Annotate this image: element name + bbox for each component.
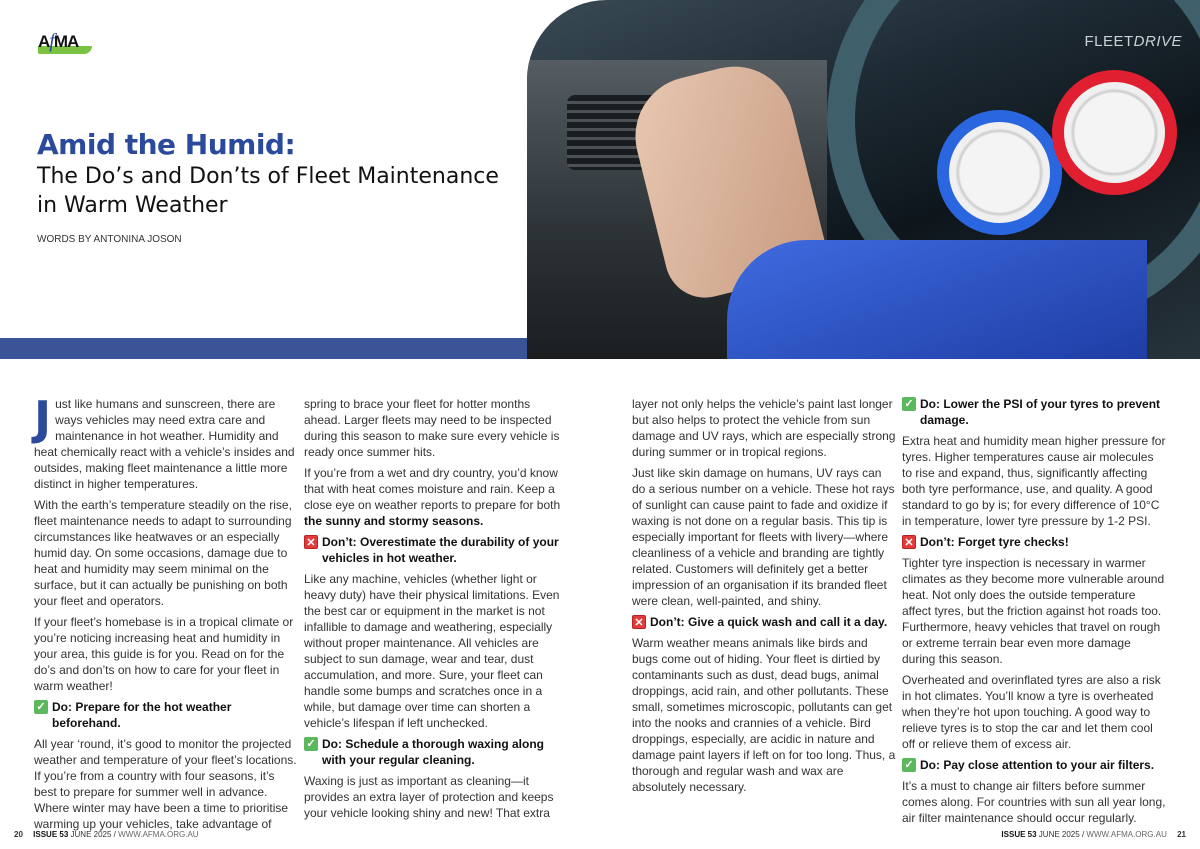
article-title: Amid the Humid: (37, 128, 296, 161)
separator: / (113, 830, 116, 839)
issue-date: JUNE 2025 (70, 830, 112, 839)
separator: / (1081, 830, 1085, 839)
column-1 (34, 391, 298, 837)
paragraph-text: If you’re from a wet and dry country, you’d know that with heat comes moisture and rain. Keep a close eye on weather reports to prepare for both (304, 466, 561, 512)
paragraph (902, 778, 1166, 826)
paragraph-text: Warm weather means animals like birds and bugs come out of hiding. Your fleet is dirtied by contaminants such as dust, dead bugs, animal droppings, acid rain, and other pollutants. These small, sometimes microscopic, pollutants can get into the nooks and crannies of a vehicle. Bird droppings, especially, are acidic in nature and damage paint layers if left on for too long. Thus, a thorough and regular wash and wax are absolutely necessary. (632, 636, 896, 794)
article-header (37, 128, 517, 246)
paragraph-text: All year ‘round, it’s good to monitor the projected weather and temperature of your fleet’s locations. If you’re from a country with four seasons, it’s best to prepare for summer well in advance. Where winter may have been a time to prioritise warming up your vehicles, take advantage of (34, 737, 297, 831)
paragraph-text: If your fleet’s homebase is in a tropical climate or you’re noticing increasing heat and humidity in your area, this guide is for you. Read on for the do’s and don’ts on how to care for your fleet in warm weather! (34, 615, 294, 693)
paragraph (304, 396, 568, 460)
hero-image (527, 0, 1200, 359)
article-body (34, 391, 1166, 831)
paragraph (304, 773, 568, 821)
paragraph-text: Waxing is just as important as cleaning—it provides an extra layer of protection and keeps your vehicle looking shiny and new! That extra (304, 774, 554, 820)
do-heading (304, 736, 568, 768)
column-2 (304, 396, 568, 826)
paragraph (34, 614, 298, 694)
section-label-italic: DRIVE (1133, 33, 1182, 50)
blue-pressure-gauge (937, 110, 1062, 235)
cross-box-icon: ✕ (902, 535, 916, 549)
red-pressure-gauge (1052, 70, 1177, 195)
paragraph-text: It’s a must to change air filters before summer comes along. For countries with sun all year long, air filter maintenance should occur regularly. (902, 779, 1166, 825)
heading-text: Do: Prepare for the hot weather beforehand. (52, 700, 232, 730)
heading-text: Don’t: Forget tyre checks! (920, 535, 1069, 549)
do-heading (902, 396, 1166, 428)
website-url: WWW.AFMA.ORG.AU (118, 830, 199, 839)
issue: ISSUE 53 (1001, 830, 1037, 839)
column-4 (902, 396, 1166, 831)
issue-date: JUNE 2025 (1038, 830, 1080, 839)
paragraph (34, 391, 298, 492)
drop-cap: J (34, 391, 52, 445)
paragraph-text: With the earth’s temperature steadily on the rise, fleet maintenance needs to adapt to surrounding circumstances like heatwaves or an especially humid day. On some occasions, damage due to heat and humidity may seem minimal on the surface, but it can actually be punishing on both your fleet and operators. (34, 498, 292, 608)
footer-left (14, 830, 199, 840)
page-number: 20 (14, 830, 23, 839)
paragraph-text: Extra heat and humidity mean higher pressure for tyres. Higher temperatures cause air molecules to rise and expand, thus, significantly affecting both tyre performance, use, and quality. A good standard to go by is; for every difference of 10°C in temperature, lower tyre pressure by 1-2 PSI. (902, 434, 1166, 528)
issue: ISSUE 53 (33, 830, 69, 839)
heading-text: Do: Schedule a thorough waxing along with your regular cleaning. (322, 737, 545, 767)
paragraph (34, 497, 298, 609)
check-box-icon: ✓ (34, 700, 48, 714)
check-box-icon: ✓ (304, 737, 318, 751)
dont-heading (902, 534, 1166, 550)
cross-box-icon: ✕ (304, 535, 318, 549)
column-3 (632, 396, 896, 800)
do-heading (34, 699, 298, 731)
logo-text: AfMA (38, 30, 79, 52)
paragraph (34, 736, 298, 832)
paragraph (632, 465, 896, 609)
byline: WORDS BY ANTONINA JOSON (37, 234, 182, 245)
article-subtitle: The Do’s and Don’ts of Fleet Maintenance in Warm Weather (37, 164, 499, 218)
dont-heading (304, 534, 568, 566)
paragraph (632, 635, 896, 795)
paragraph-text: Overheated and overinflated tyres are also a risk in hot climates. You’ll know a tyre is overheated when they’re hot upon touching. A good way to relieve tyres is to stop the car and let them cool off or relieve them of excess air. (902, 673, 1161, 751)
check-box-icon: ✓ (902, 397, 916, 411)
section-label-text: FLEET (1084, 33, 1134, 50)
paragraph-text: spring to brace your fleet for hotter months ahead. Larger fleets may need to be inspected during this season to make sure every vehicle is ready once summer hits. (304, 397, 560, 459)
page-number: 21 (1177, 830, 1186, 839)
check-box-icon: ✓ (902, 758, 916, 772)
paragraph (304, 571, 568, 731)
heading-text: Do: Pay close attention to your air filters. (920, 758, 1155, 772)
paragraph-text: Like any machine, vehicles (whether light or heavy duty) have their physical limitations. Even the best car or equipment in the market is not infallible to damage and weathering, especially without proper maintenance. All vehicles are subject to sun damage, wear and tear, dust accumulation, and more. Sure, your fleet can handle some bumps and scratches once in a while, but damage over time can shorten a vehicle’s lifespan if left unchecked. (304, 572, 560, 730)
heading-text: Don’t: Overestimate the durability of your vehicles in hot weather. (322, 535, 559, 565)
afma-logo (38, 28, 94, 56)
emphasis: the sunny and stormy seasons. (304, 514, 484, 528)
heading-text: Don’t: Give a quick wash and call it a day. (650, 615, 888, 629)
paragraph-text: ust like humans and sunscreen, there are ways vehicles may need extra care and maintenance in hot weather. Humidity and heat chemically react with a vehicle’s insides and outsides, making fleet maintenance a little more distinct in higher temperatures. (34, 397, 295, 491)
paragraph-text: Tighter tyre inspection is necessary in warmer climates as they become more vulnerable around heat. Not only does the outside temperature affect tyres, but the friction against hot roads too. Furthermore, heavy vehicles that travel on rough or extreme terrain bear even more damage during this season. (902, 556, 1165, 666)
heading-text: Do: Lower the PSI of your tyres to prevent damage. (920, 397, 1161, 427)
do-heading (902, 757, 1166, 773)
dont-heading (632, 614, 896, 630)
paragraph (902, 433, 1166, 529)
paragraph-text: layer not only helps the vehicle’s paint last longer but also helps to protect the vehicle from sun damage and UV rays, which are especially strong during summer or in tropical regions. (632, 397, 896, 459)
paragraph (632, 396, 896, 460)
footer-right (1001, 830, 1186, 840)
paragraph (902, 555, 1166, 667)
section-label (1084, 33, 1182, 50)
blue-sleeve (727, 240, 1147, 359)
paragraph (304, 465, 568, 529)
paragraph-text: Just like skin damage on humans, UV rays can do a serious number on a vehicle. These hot rays of sunlight can cause paint to fade and oxidize if waxing is not done on a regular basis. This tip is especially important for fleets with livery—where cleanliness of a vehicle and branding are tightly related. Customers will definitely get a better impression of an organisation if its branded fleet were clean, well-painted, and shiny. (632, 466, 895, 608)
cross-box-icon: ✕ (632, 615, 646, 629)
website-url: WWW.AFMA.ORG.AU (1086, 830, 1167, 839)
paragraph (902, 672, 1166, 752)
